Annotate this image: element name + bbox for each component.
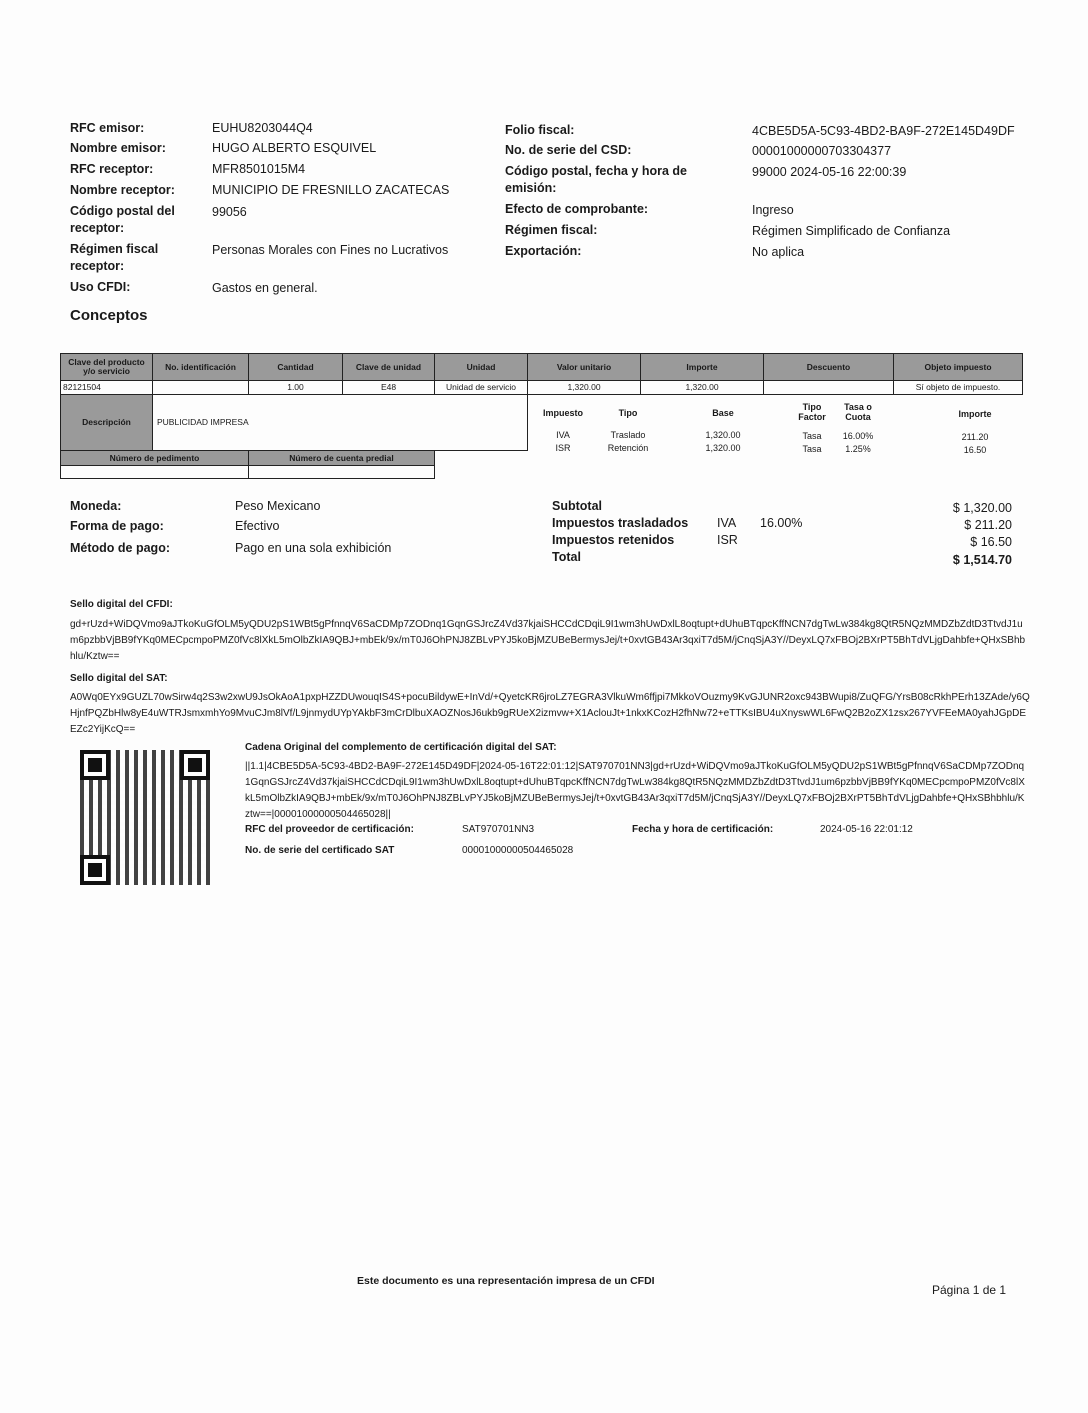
tax-header-base: Base bbox=[712, 408, 734, 418]
folio: 4CBE5D5A-5C93-4BD2-BA9F-272E145D49DF bbox=[752, 124, 1015, 138]
descripcion-label: Descripción bbox=[60, 394, 153, 451]
tax-factor: Tasa bbox=[802, 444, 822, 454]
serie-csd-label: No. de serie del CSD: bbox=[505, 143, 632, 157]
tax-tipo: Retención bbox=[607, 443, 649, 453]
cp-fecha-label-2: emisión: bbox=[505, 181, 557, 195]
sello-sat-label: Sello digital del SAT: bbox=[70, 673, 168, 684]
moneda: Peso Mexicano bbox=[235, 499, 321, 513]
cell-no-identificacion bbox=[152, 380, 249, 395]
trasladados-label: Impuestos trasladados bbox=[552, 516, 689, 530]
cp-receptor-label: Código postal del bbox=[70, 204, 175, 218]
metodo-pago-label: Método de pago: bbox=[70, 541, 170, 555]
cell-clave-producto: 82121504 bbox=[60, 380, 153, 395]
cp-receptor: 99056 bbox=[212, 205, 247, 219]
serie-sat-label: No. de serie del certificado SAT bbox=[245, 845, 395, 856]
exportacion-label: Exportación: bbox=[505, 244, 582, 258]
rfc-emisor-label: RFC emisor: bbox=[70, 121, 145, 135]
tax-tipo: Traslado bbox=[610, 430, 646, 440]
tax-importe: 211.20 bbox=[961, 432, 989, 442]
exportacion: No aplica bbox=[752, 245, 805, 259]
rfc-emisor: EUHU8203044Q4 bbox=[212, 121, 313, 135]
tax-header-tasa-cuota: Tasa o Cuota bbox=[844, 402, 872, 422]
cp-fecha: 99000 2024-05-16 22:00:39 bbox=[752, 165, 907, 179]
tax-header-importe: Importe bbox=[958, 409, 992, 419]
conceptos-title: Conceptos bbox=[70, 307, 148, 324]
descripcion: PUBLICIDAD IMPRESA bbox=[152, 394, 528, 451]
serie-csd: 00001000000703304377 bbox=[752, 144, 892, 158]
cadena-original: ||1.1|4CBE5D5A-5C93-4BD2-BA9F-272E145D49DF|2024-05-16T22:01:12|SAT970701NN3|gd+rUzd+WiDQVmo9aJTkoKuGfOLM5yQDU2pS1WBt5gPfnnqV6SaCDMp7ZODnq1GqnGSJrcZ4Vd37kjaiSHCCdCDqiL9I1wm3hUwDxlL8oqtupt+dUhuBTqpcKffNCN7dgTwLw384kg8QtR5NQzMMDZbZdtD3TtvdJ1um6pzbbVjBB9fYKq0MECpcmpoPMZ0fVc8lXkL5mOlbZkIA9QBJ+mbEk/9x/mT0J6OhPNJ8ZBLvPYJ5koBjMZUBeBermysJej/t+0xvtGB43Ar3qxiT7d5M/jCnqSjA3Y//DeyxLQ7xFBOj2BXrPT5BhTdVLjgDahbfe+QHxSBhbhlu/Kztw==|00001000000504465028|| bbox=[245, 761, 1025, 820]
col-valor-unitario: Valor unitario bbox=[527, 353, 641, 381]
col-cantidad: Cantidad bbox=[248, 353, 343, 381]
regimen-label: Régimen fiscal: bbox=[505, 223, 598, 237]
rfc-proveedor-label: RFC del proveedor de certificación: bbox=[245, 824, 414, 835]
qr-finder-tr bbox=[180, 750, 210, 780]
cell-importe: 1,320.00 bbox=[640, 380, 764, 395]
forma-pago: Efectivo bbox=[235, 519, 280, 533]
tax-base: 1,320.00 bbox=[705, 443, 741, 453]
total-label: Total bbox=[552, 550, 581, 564]
retenidos-label: Impuestos retenidos bbox=[552, 533, 675, 547]
trasladados-tasa: 16.00% bbox=[760, 516, 803, 530]
regimen-receptor-label-2: receptor: bbox=[70, 259, 125, 273]
tax-impuesto: IVA bbox=[556, 430, 570, 440]
uso-cfdi-label: Uso CFDI: bbox=[70, 280, 131, 294]
col-no-identificacion: No. identificación bbox=[152, 353, 249, 381]
regimen-receptor-label: Régimen fiscal bbox=[70, 242, 159, 256]
nombre-receptor-label: Nombre receptor: bbox=[70, 183, 175, 197]
tax-tasa: 16.00% bbox=[842, 431, 874, 441]
pedimento-value bbox=[60, 465, 249, 479]
rfc-receptor-label: RFC receptor: bbox=[70, 162, 154, 176]
tax-header-tipo-factor: Tipo Factor bbox=[798, 402, 826, 422]
serie-sat: 00001000000504465028 bbox=[462, 845, 574, 856]
cp-fecha-label: Código postal, fecha y hora de bbox=[505, 164, 687, 178]
cadena-label: Cadena Original del complemento de certificación digital del SAT: bbox=[245, 742, 557, 753]
tax-header-impuesto: Impuesto bbox=[542, 408, 583, 418]
retenidos: $ 16.50 bbox=[970, 535, 1012, 549]
page-number: Página 1 de 1 bbox=[932, 1283, 1007, 1297]
cell-unidad: Unidad de servicio bbox=[434, 380, 528, 395]
cell-clave-unidad: E48 bbox=[342, 380, 435, 395]
moneda-label: Moneda: bbox=[70, 499, 122, 513]
cell-cantidad: 1.00 bbox=[248, 380, 343, 395]
sello-cfdi-label: Sello digital del CFDI: bbox=[70, 599, 173, 610]
retenidos-impuesto: ISR bbox=[717, 533, 738, 547]
tax-importe: 16.50 bbox=[963, 445, 987, 455]
rfc-proveedor: SAT970701NN3 bbox=[462, 824, 535, 835]
trasladados: $ 211.20 bbox=[964, 518, 1012, 532]
col-unidad: Unidad bbox=[434, 353, 528, 381]
tax-tasa: 1.25% bbox=[845, 444, 871, 454]
sello-sat: A0Wq0EYx9GUZL70wSirw4q2S3w2xwU9JsOkAoA1pxpHZZDUwouqIS4S+pocuBildywE+InVd/+QyetcKR6jroLZ7EGRA3VlkuWm6ffjpi7MkkoVOuzmy9KvGJUNR2oxc943BWupi8/ZuQFG/YrsB08cRkhPErh13ZAde/y6QHjnfPQZbHlw8yE4uWTRJsmxmhYo9MvuCJm8lVf/L9jnmydUYpYAkbF3mCrDlbuXAOZNosJ6ukb9gRUeX2izmvw+X1AclouJt+1nkxKCozH2fhNw72+eTTKsIBU4uXnyswWL6FwQ2B2oZX1zsx267YVFEeMA0yahJGpDEEZc2YijKcQ== bbox=[70, 692, 1030, 735]
forma-pago-label: Forma de pago: bbox=[70, 519, 164, 533]
qr-finder-tl bbox=[80, 750, 110, 780]
tax-factor: Tasa bbox=[802, 431, 822, 441]
footer-note: Este documento es una representación impresa de un CFDI bbox=[357, 1275, 655, 1287]
cell-descuento bbox=[763, 380, 894, 395]
total: $ 1,514.70 bbox=[952, 553, 1012, 567]
fecha-cert-label: Fecha y hora de certificación: bbox=[632, 824, 774, 835]
col-clave-producto: Clave del producto y/o servicio bbox=[60, 353, 153, 381]
regimen: Régimen Simplificado de Confianza bbox=[752, 224, 951, 238]
metodo-pago: Pago en una sola exhibición bbox=[235, 541, 392, 555]
nombre-emisor-label: Nombre emisor: bbox=[70, 141, 166, 155]
subtotal-label: Subtotal bbox=[552, 499, 602, 513]
regimen-receptor: Personas Morales con Fines no Lucrativos bbox=[212, 243, 449, 257]
col-clave-unidad: Clave de unidad bbox=[342, 353, 435, 381]
pedimento-label: Número de pedimento bbox=[60, 450, 249, 466]
efecto: Ingreso bbox=[752, 203, 794, 217]
tax-base: 1,320.00 bbox=[705, 430, 741, 440]
col-objeto-impuesto: Objeto impuesto bbox=[893, 353, 1023, 381]
cell-valor-unitario: 1,320.00 bbox=[527, 380, 641, 395]
nombre-emisor: HUGO ALBERTO ESQUIVEL bbox=[212, 141, 377, 155]
cuenta-predial-label: Número de cuenta predial bbox=[248, 450, 435, 466]
rfc-receptor: MFR8501015M4 bbox=[212, 162, 306, 176]
sello-cfdi: gd+rUzd+WiDQVmo9aJTkoKuGfOLM5yQDU2pS1WBt5gPfnnqV6SaCDMp7ZODnq1GqnGSJrcZ4Vd37kjaiSHCCdCDqiL9I1wm3hUwDxlL8oqtupt+dUhuBTqpcKffNCN7dgTwLw384kg8QtR5NQzMMDZbZdtD3TtvdJ1um6pzbbVjBB9fYKq0MECpcmpoPMZ0fVc8lXkL5mOlbZkIA9QBJ+mbEk/9x/mT0J6OhPNJ8ZBLvPYJ5koBjMZUBeBermysJej/t+0xvtGB43Ar3qxiT7d5M/jCnqSjA3Y//DeyxLQ7xFBOj2BXrPT5BhTdVLjgDahbfe+QHxSBhbhlu/Kztw== bbox=[70, 619, 1026, 662]
tax-impuesto: ISR bbox=[555, 443, 571, 453]
col-importe: Importe bbox=[640, 353, 764, 381]
cell-objeto-impuesto: Sí objeto de impuesto. bbox=[893, 380, 1023, 395]
uso-cfdi: Gastos en general. bbox=[212, 281, 318, 295]
fecha-cert: 2024-05-16 22:01:12 bbox=[820, 824, 913, 835]
col-descuento: Descuento bbox=[763, 353, 894, 381]
qr-finder-bl bbox=[80, 855, 110, 885]
cp-receptor-label-2: receptor: bbox=[70, 221, 125, 235]
trasladados-impuesto: IVA bbox=[717, 516, 737, 530]
tax-header-tipo: Tipo bbox=[618, 408, 638, 418]
folio-label: Folio fiscal: bbox=[505, 123, 575, 137]
cuenta-predial-value bbox=[248, 465, 435, 479]
efecto-label: Efecto de comprobante: bbox=[505, 202, 649, 216]
subtotal: $ 1,320.00 bbox=[952, 501, 1012, 515]
nombre-receptor: MUNICIPIO DE FRESNILLO ZACATECAS bbox=[212, 183, 450, 197]
